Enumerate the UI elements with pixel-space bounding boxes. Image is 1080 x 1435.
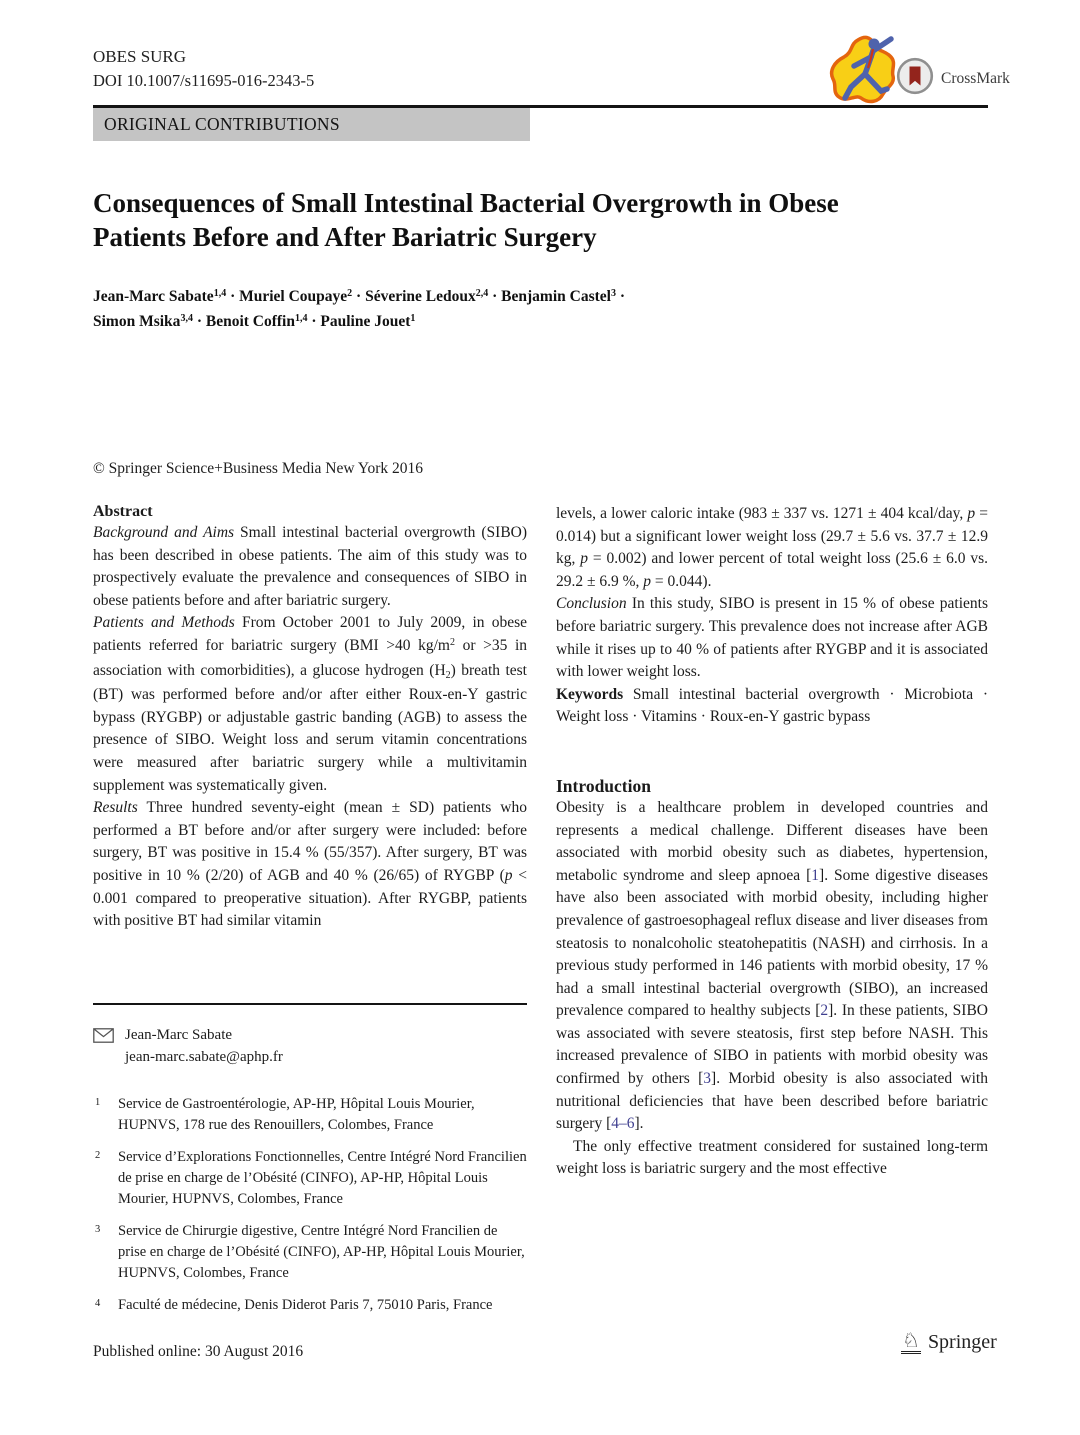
abstract-paragraph-conclusion: Conclusion In this study, SIBO is present in 15 % of obese patients before bariatric surgery. This prevalence does not increase after AGB while it rises up to 40 % of patients after RYGBP and it is associated with lower weight loss. <box>556 595 988 681</box>
left-column <box>93 503 527 933</box>
abstract-heading: Abstract <box>93 503 153 520</box>
citation-link[interactable]: 2 <box>820 1002 829 1020</box>
affiliation-number: 2 <box>95 1150 101 1161</box>
correspondence-email-link[interactable]: jean-marc.sabate@aphp.fr <box>125 1048 283 1065</box>
journal-logo-icon <box>824 34 906 109</box>
abstract-paragraph-results: Results Three hundred seventy-eight (mean ± SD) patients who performed a BT before and/or after surgery were included: before surgery, BT was positive in 15.4 % (55/357). After surgery, BT was positive in 10 % (2/20) of AGB and 40 % (26/65) of RYGBP (p < 0.001 compared to preoperative situation). After RYGBP, patients with positive BT had similar vitamin <box>93 799 527 930</box>
author-line-2: Simon Msika$^{3,4}$ · Benoit Coffin$^{1,4}$ · Pauline Jouet$^1$ <box>93 313 416 330</box>
copyright-line: © Springer Science+Business Media New York 2016 <box>93 460 424 477</box>
affiliation-number: 4 <box>95 1298 101 1309</box>
citation-link[interactable]: 1 <box>811 866 820 884</box>
citation-link[interactable]: 4–6 <box>611 1115 635 1133</box>
crossmark-label: CrossMark <box>941 69 1010 87</box>
springer-logo <box>901 1330 997 1354</box>
envelope-icon <box>93 1028 114 1068</box>
journal-name: OBES SURG <box>93 47 187 66</box>
crossmark-badge[interactable] <box>896 57 1010 100</box>
affiliation-text: Faculté de médecine, Denis Diderot Paris 7, 75010 Paris, France <box>118 1297 493 1313</box>
affiliation-text: Service de Gastroentérologie, AP-HP, Hôpital Louis Mourier, HUPNVS, 178 rue des Renouillers, Colombes, France <box>118 1096 475 1133</box>
footnote-block <box>93 1003 527 1327</box>
correspondence-text <box>125 1025 283 1068</box>
citation-link[interactable]: 3 <box>703 1070 712 1088</box>
correspondence-name: Jean-Marc Sabate <box>125 1027 233 1043</box>
affiliation-item <box>93 1147 527 1210</box>
springer-knight-icon: ♘ <box>902 1328 920 1352</box>
right-column <box>556 503 988 1181</box>
keywords: Keywords Small intestinal bacterial overgrowth · Microbiota · Weight loss · Vitamins · Roux-en-Y gastric bypass <box>556 685 988 726</box>
introduction-paragraph-1: Obesity is a healthcare problem in developed countries and represents a medical challenge. Different diseases have been associated with morbid obesity such as diabetes, hypertension, metabolic syndrome and sleep apnoea [1]. Some digestive diseases have also been associated with morbid obesity, including higher prevalence of gastroesophageal reflux disease and liver diseases from steatosis to nonalcoholic steatohepatitis (NASH) and cirrhosis. In a previous study performed in 146 patients with morbid obesity, 17 % had a small intestinal bacterial overgrowth (SIBO), an increased prevalence compared to healthy subjects [2]. In these patients, SIBO was associated with severe steatosis, first step before NASH. This increased prevalence of SIBO in patients with morbid obesity was confirmed by others [3]. Morbid obesity is also associated with nutritional deficiencies that have been described before bariatric surgery [4–6]. <box>556 798 988 1133</box>
affiliation-text: Service de Chirurgie digestive, Centre Intégré Nord Francilien de prise en charge de l’Obésité (CINFO), AP-HP, Hôpital Louis Mourier, HUPNVS, Colombes, France <box>118 1223 525 1281</box>
abstract-paragraph-background: Background and Aims Small intestinal bacterial overgrowth (SIBO) has been described in obese patients. The aim of this study was to prospectively evaluate the prevalence and consequences of SIBO in obese patients before and after bariatric surgery. <box>93 524 528 609</box>
article-title: Consequences of Small Intestinal Bacterial Overgrowth in Obese Patients Before and After Bariatric Surgery <box>93 188 839 252</box>
affiliation-number: 1 <box>95 1097 101 1108</box>
affiliation-item <box>93 1221 527 1284</box>
abstract-paragraph-results-continued: levels, a lower caloric intake (983 ± 337 vs. 1271 ± 404 kcal/day, p = 0.014) but a significant lower weight loss (29.7 ± 5.6 vs. 37.7 ± 12.9 kg, p = 0.002) and lower percent of total weight loss (25.6 ± 6.0 vs. 29.2 ± 6.9 %, p = 0.044). <box>556 505 988 590</box>
abstract-paragraph-methods: Patients and Methods From October 2001 to July 2009, in obese patients referred for bariatric surgery (BMI >40 $kg/m^2$ or >35 in association with comorbidities), a glucose hydrogen (H2) breath test (BT) was performed before and/or after either Roux-en-Y gastric bypass (RYGBP) or adjustable gastric banding (AGB) to assess the presence of SIBO. Weight loss and serum vitamin concentrations were measured after bariatric surgery while a multivitamin supplement was systematically given. <box>93 614 528 794</box>
introduction-paragraph-2: The only effective treatment considered for sustained long-term weight loss is bariatric surgery and the most effective <box>556 1137 988 1178</box>
affiliation-item <box>93 1094 527 1136</box>
author-line-1: Jean-Marc Sabate$^{1,4}$ · Muriel Coupaye$^2$ · Séverine Ledoux$^{2,4}$ · Benjamin Castel$^3$ · <box>93 288 626 305</box>
affiliation-list <box>93 1094 527 1316</box>
section-banner-label: ORIGINAL CONTRIBUTIONS <box>104 114 340 134</box>
crossmark-icon <box>896 57 934 100</box>
published-online-date: Published online: 30 August 2016 <box>93 1343 304 1360</box>
author-list <box>93 285 625 335</box>
doi: DOI 10.1007/s11695-016-2343-5 <box>93 71 315 90</box>
section-banner <box>93 108 530 141</box>
affiliation-number: 3 <box>95 1224 101 1235</box>
correspondence <box>93 1025 527 1068</box>
introduction-heading: Introduction <box>556 775 651 796</box>
affiliation-text: Service d’Explorations Fonctionnelles, Centre Intégré Nord Francilien de prise en charge de l’Obésité (CINFO), AP-HP, Hôpital Louis Mourier, HUPNVS, Colombes, France <box>118 1149 527 1207</box>
springer-label: Springer <box>927 1330 997 1353</box>
affiliation-item <box>93 1295 527 1316</box>
footnote-rule <box>93 1003 527 1005</box>
